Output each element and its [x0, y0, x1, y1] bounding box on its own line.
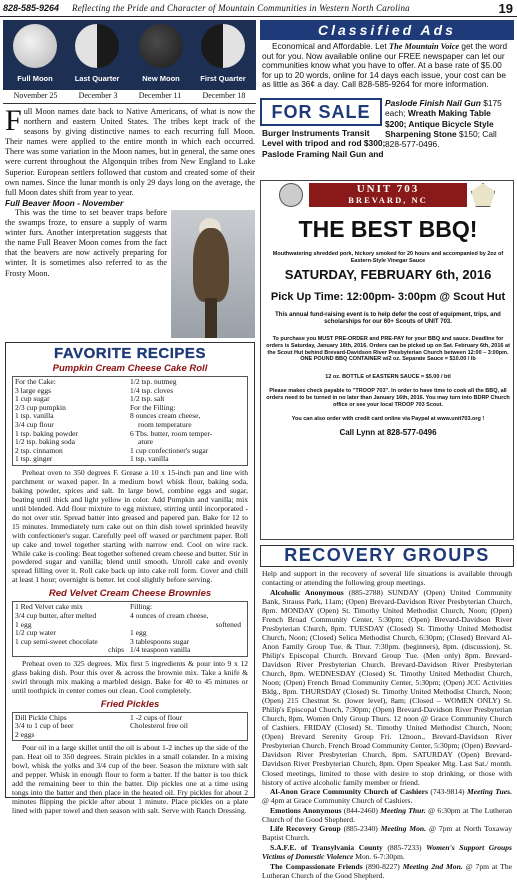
bbq-intro: Mouthwatering shredded pork, hickory smoked for 20 hours and accompanied by 2oz of Eastern-Style Vinegar Sauce — [272, 251, 504, 264]
ingredient: 1 tsp. vanilla — [130, 454, 169, 464]
for-sale-left-text: Burger Instruments Transit Level with tripod and rod $300; Paslode Framing Nail Gun and — [262, 128, 386, 159]
moon-phase-label: First Quarter — [200, 74, 246, 83]
moon-phase-full — [7, 24, 63, 83]
ingredients-table — [12, 376, 248, 466]
ingredients-col — [130, 714, 245, 740]
for-sale-heading: FOR SALE — [260, 98, 382, 126]
ingredient: room temperature — [138, 419, 192, 429]
ingredient: 1/2 tsp. nutmeg — [130, 377, 177, 386]
recovery-entry — [262, 588, 512, 787]
group-name: Emotions Anonymous — [270, 805, 342, 815]
ingredient: ature — [138, 437, 153, 447]
group-phone: (885-2340) — [343, 824, 378, 834]
moon-phase-banner — [3, 20, 256, 90]
moon-date: November 25 — [13, 91, 58, 100]
scout-bbq-ad — [260, 180, 514, 540]
classified-text: get the word out for you. Now available online our FREE newspaper can let our communities know what you have to offer. At a base rate of $5.00 for up to 20 words, online for 14 days each issue, your cost can be as little as 36¢ a day. Call 828-585-9264 for more information. — [262, 41, 508, 89]
ingredient: 1 Red Velvet cake mix — [15, 602, 83, 612]
bbq-purchase-info: To purchase you MUST PRE-ORDER and PRE-PAY for your BBQ and sauce. Deadline for orders is Saturday, January 16th, 2016. Orders can be picked up on Sat. February 6th, 2016 at the Scout Hut behind Brevard-Davidson River Presbyterian Church between 12:00 – 3:00pm. ONE POUND BBQ CONTAINER w/2 oz. Separate Sauce = $10.00 / lb — [266, 336, 510, 363]
for-sale-item: Wreath Making Table $200; Antique Bicycle Style Sharpening Stone — [385, 108, 494, 139]
unit-banner — [309, 183, 467, 207]
ingredient: 6 Tbs. butter, room temper- — [130, 428, 213, 438]
bbq-online: You can also order with credit card online via Paypal at www.unit703.org ! — [291, 416, 485, 422]
ingredient: 1 egg — [130, 628, 147, 638]
header-phone: 828-585-9264 — [3, 3, 60, 13]
mountain-voice-logo: The Mountain Voice — [389, 42, 460, 51]
recipe-title: Red Velvet Cream Cheese Brownies — [48, 588, 212, 600]
ingredients-col — [15, 714, 130, 740]
moon-phase-first-quarter — [195, 24, 251, 83]
moon-phase-label: Full Moon — [17, 74, 53, 83]
for-sale-right-text — [385, 98, 513, 149]
group-text: @ 4pm at Grace Community Church of Cashiers. — [262, 796, 413, 806]
ingredient: 3/4 to 1 cup of beer — [15, 721, 74, 731]
ingredient: 1 egg — [15, 619, 32, 629]
for-sale-text: $175 each; — [385, 98, 502, 119]
group-text: (885-2788) SUNDAY (Open) United Community Bank, Strauss Park, 11am; (Open) Brevard-Davidson River Presbyterian Church, 8pm. MONDAY (Open) St. Timothy United Methodist Church, Noon; (Open) French Broad Community Center, 5:30pm; (Open) Brevard-Davidson River Presbyterian Church, 8pm. TUESDAY (Closed) St. Timothy United Methodist Church, Noon; (Closed) Selica Methodist Church, 6:30pm; (Closed) Brevard Al-Anon Family Group Tue. & Thur. 7:30pm. (beginners), 8pm. (discussion), St. Philip's Episcopal Church. Brevard Group Tue. (Men only) 8pm. Brevard-Davidson River Presbyterian Church. Brevard-Davidson River Presbyterian Church, 8pm. WEDNESDAY (Closed) St. Timothy United Methodist Church, Noon; (Open) French Broad Community Center, 5:30pm; (Open) JCC Activities Bldg., 8pm. THURSDAY (Closed) St. Timothy United Methodist Church, Noon; (Open) 215 Chestnut St. (lower level), 8am; (Closed – WOMEN ONLY) St. Philip's Episcopal Church, 7:30pm; (Open) Brevard-Davidson River Presbyterian Church, 8pm, Women Only Group Thurs. 12 noon @ Grace Community Church of Cashiers. FRIDAY (Closed) St. Timothy United Methodist Church, Noon; (Open) Brevard Serenity Group Fri. 12noon., Brevard-Davidson River Presbyterian Church. French Broad Community Center, 5:30pm; (Open) Brevard-Davidson River Presbyterian Church, 8pm. SATURDAY (Open) Brevard-Davidson River Presbyterian Church, 8pm. Open Speaker Mtg. Last Sat./ month. Closed meetings, limited to those with desire to stop drinking, or those with history of active alcoholic family member or friend. — [262, 587, 512, 787]
classified-ads-text — [262, 42, 512, 90]
ingredient: chips — [108, 645, 124, 655]
recovery-groups-heading: RECOVERY GROUPS — [260, 545, 514, 567]
group-phone: (890-8227) — [365, 861, 400, 871]
new-moon-icon — [139, 24, 183, 68]
moon-phase-new — [133, 24, 189, 83]
recovery-entry — [262, 862, 512, 880]
ingredient: softened — [215, 619, 241, 629]
bbq-date: SATURDAY, FEBRUARY 6th, 2016 — [284, 267, 492, 282]
recovery-groups-body — [260, 567, 514, 882]
moon-phase-label: Last Quarter — [74, 74, 120, 83]
hawk-body — [193, 228, 229, 302]
ingredient: 1 cup confectioner's sugar — [130, 445, 209, 455]
ingredient: 2/3 cup pumpkin — [15, 402, 66, 412]
group-text: @ 7pm at The Lutheran Church of the Good Shepherd. — [262, 861, 512, 880]
moon-article — [5, 104, 255, 340]
ingredient: 1/2 tsp. baking soda — [15, 437, 75, 447]
ingredient: Cholesterol free oil — [130, 721, 188, 731]
drop-cap: F — [5, 104, 22, 137]
group-name: The Compassionate Friends — [270, 861, 363, 871]
group-meeting: Meeting Thur. — [380, 805, 426, 815]
favorite-recipes-title: FAVORITE RECIPES — [54, 345, 206, 362]
ingredient: 1/2 cup water — [15, 628, 56, 638]
ingredient: 2 tsp. cinnamon — [15, 445, 63, 455]
for-sale-item: Paslode Finish Nail Gun — [385, 98, 481, 108]
moon-date: December 11 — [138, 91, 182, 100]
recipe-steps: Pour oil in a large skillet until the oil is about 1-2 inches up the side of the pan. Heat oil to 350 degrees. Strain pickles in a small colander. In a mixing bowl, whisk the yolks and 3/4 cup of the beer. Season the mixture with salt and pepper. Whisk in enough flour to form a batter. If the batter is too thick add the remaining beer to thin the batter. Dip pickles one at a time using tongs into the batter and then place in the heated oil. Fry pickles for about 2 minutes flipping the pickle after about 1 minute. Place pickles on a plate lined with paper towel and then season with salt. Serve with Ranch Dressing. — [12, 743, 248, 816]
bbq-headline: THE BEST BBQ! — [298, 216, 478, 242]
hawk-photo — [171, 210, 255, 338]
cub-scout-badge-icon — [279, 183, 303, 207]
ingredient: 3/4 cup flour — [15, 419, 54, 429]
bbq-checks: Please makes check payable to "TROOP 703". In order to have time to cook all the BBQ, all orders need to be turned in no later than January 16th, 2016. You may turn into BDRP Church office or see your local TROOP 703 Scout. — [266, 388, 510, 408]
ingredients-col — [130, 378, 245, 464]
ingredient: 1 -2 cups of flour — [130, 712, 183, 722]
boy-scout-badge-icon — [471, 183, 495, 207]
group-text: Mon. 6-7:30pm. — [355, 851, 405, 861]
group-name: Life Recovery Group — [270, 824, 341, 834]
recovery-entry — [262, 806, 512, 824]
moon-phase-dates — [3, 91, 256, 104]
group-meeting: Meeting 2nd Mon. — [402, 861, 463, 871]
recipe-steps: Preheat oven to 350 degrees F. Grease a 10 x 15-inch pan and line with parchment or waxed paper. In a medium bowl whisk flour, baking soda, baking powder, spices and salt. In large bowl, combine eggs and sugar, beating until thick and light yellow in color. Add Pumpkin and vanilla; mix until blended. Add flour mixture to egg mixture, stirring until incorporated - do not over stir. Spread batter into greased and papered pan. Bake for 12 to 15 minutes. Immediately turn cake out on thin dish towel sprinkled heavily with confectioner's sugar. Carefully peel off waxed or parchment paper. Roll up cake and towel together starting with narrow end. Cool on wire rack. While cake is cooling: Beat together softened cream cheese and butter. Stir in powdered sugar and vanilla; blend until smooth. Unroll cake and evenly spread filling over it. Roll cake back up into cake roll form. Cover and chill at least 1 hour; overnight is better. let cool slightly before serving. — [12, 467, 248, 585]
bbq-sauce-price: 12 oz. BOTTLE of EASTERN SAUCE = $5.00 / btl — [325, 374, 451, 380]
group-name: Alcoholic Anonymous — [270, 587, 344, 597]
last-quarter-moon-icon — [75, 24, 119, 68]
moon-phase-last-quarter — [69, 24, 125, 83]
header-tagline: Reflecting the Pride and Character of Mountain Communities in Western North Carolina — [72, 3, 410, 13]
recovery-intro: Help and support in the recovery of several life situations is available through contacting or attending the following group meetings. — [262, 569, 512, 588]
ingredient: 8 ounces cream cheese, — [130, 411, 201, 421]
ingredients-table — [12, 601, 248, 657]
ingredient: 1 tsp. baking powder — [15, 428, 78, 438]
ingredient: 3/4 cup butter, after melted — [15, 610, 97, 620]
moon-phase-label: New Moon — [142, 74, 180, 83]
unit-number: UNIT 703 — [356, 183, 420, 195]
ingredients-table — [12, 712, 248, 742]
ingredient: 2 eggs — [15, 729, 35, 739]
first-quarter-moon-icon — [201, 24, 245, 68]
ingredient: For the Cake: — [15, 377, 56, 386]
group-phone: (844-2460) — [343, 805, 378, 815]
ingredient: 1 cup semi-sweet chocolate — [15, 636, 98, 646]
group-meeting: Meeting Tues. — [467, 787, 512, 797]
ingredient: 3 large eggs — [15, 385, 52, 395]
page-header — [0, 0, 517, 17]
ingredient: Dill Pickle Chips — [15, 712, 67, 722]
group-phone: (743-9814) — [430, 787, 465, 797]
full-moon-icon — [13, 24, 57, 68]
group-meeting: Meeting Mon. — [380, 824, 427, 834]
ingredients-col — [15, 378, 130, 464]
classified-ads-banner: Classified Ads — [260, 20, 514, 40]
recovery-entry — [262, 824, 512, 842]
ingredient: 1/4 teaspoon vanilla — [130, 645, 191, 655]
page-number: 19 — [498, 1, 513, 16]
group-phone: (885-7233) — [387, 842, 422, 852]
ingredients-col — [15, 603, 130, 655]
moon-article-para1: ull Moon names date back to Native Americans, of what is now the northern and eastern United States. The tribes kept track of the seasons by giving distinctive names to each recurring full Moon. Their names were applied to the entire month in which each occurred. There was some variation in the Moon names, but in general, the same ones were current throughout the Algonquin tribes from New England to Lake Superior. European settlers followed that custom and created some of their own names. Since the lunar month is only 29 days long on the average, the full Moon dates shift from year to year. — [5, 107, 255, 197]
moon-article-subhead: Full Beaver Moon - November — [5, 197, 124, 208]
ingredient: 1 tsp. ginger — [15, 454, 53, 464]
ingredient: 1/2 tsp. salt — [130, 394, 165, 404]
ingredient: Filling: — [130, 602, 153, 612]
group-name: S.A.F.E. of Transylvania County — [270, 842, 383, 852]
for-sale-text: $150; Call 828-577-0496. — [385, 128, 497, 150]
moon-date: December 3 — [78, 91, 118, 100]
classified-text: Economical and Affordable. Let — [272, 41, 387, 51]
group-text: @ 7pm at North Toxaway Baptist Church. — [262, 824, 512, 843]
favorite-recipes-box — [5, 342, 255, 816]
unit-location: BREVARD, NC — [348, 195, 428, 205]
group-name: Al-Anon Grace Community Church of Cashiers — [270, 787, 428, 797]
recovery-entry — [262, 843, 512, 861]
ingredient: 1 tsp. vanilla — [15, 411, 54, 421]
hawk-perch — [205, 298, 217, 338]
bbq-fundraise: This annual fund-raising event is to help defer the cost of equipment, trips, and scholarships for our 60+ Scouts of UNIT 703. — [275, 312, 501, 325]
moon-article-para2: This was the time to set beaver traps before the swamps froze, to ensure a supply of warm winter furs. Another interpretation suggests that the name Full Beaver Moon comes from the fact that the beavers are now actively preparing for winter. It is sometimes also referred to as the Frosty Moon. — [5, 207, 167, 278]
recipe-title: Fried Pickles — [100, 698, 160, 710]
recipe-title: Pumpkin Cream Cheese Cake Roll — [52, 363, 208, 374]
group-meeting: Women's Support Groups Victims of Domestic Violence — [262, 842, 512, 861]
recipe-steps: Preheat oven to 325 degrees. Mix first 5 ingredients & pour into 9 x 12 glass baking dish. Pour this over & across the brownie mix. Take a knife & swirl through mix making a marbled design. Bake for 40 to 45 minutes or until toothpick in center comes out clean. Cool completely. — [12, 658, 248, 695]
ingredient: For the Filling: — [130, 402, 176, 412]
bbq-contact: Call Lynn at 828-577-0496 — [339, 428, 437, 437]
bbq-pickup: Pick Up Time: 12:00pm- 3:00pm @ Scout Hut — [270, 291, 506, 303]
moon-date: December 18 — [202, 91, 246, 100]
recovery-groups-section — [260, 545, 514, 880]
ingredient: 3 tablespoons sugar — [130, 636, 190, 646]
ingredient: 4 ounces of cream cheese, — [130, 610, 209, 620]
recovery-entry — [262, 787, 512, 805]
group-text: @ 6:30pm at The Lutheran Church of the Good Shepherd. — [262, 805, 513, 824]
ingredient: 1 cup sugar — [15, 394, 50, 404]
ingredient: 1/4 tsp. cloves — [130, 385, 174, 395]
ingredients-col — [130, 603, 245, 655]
